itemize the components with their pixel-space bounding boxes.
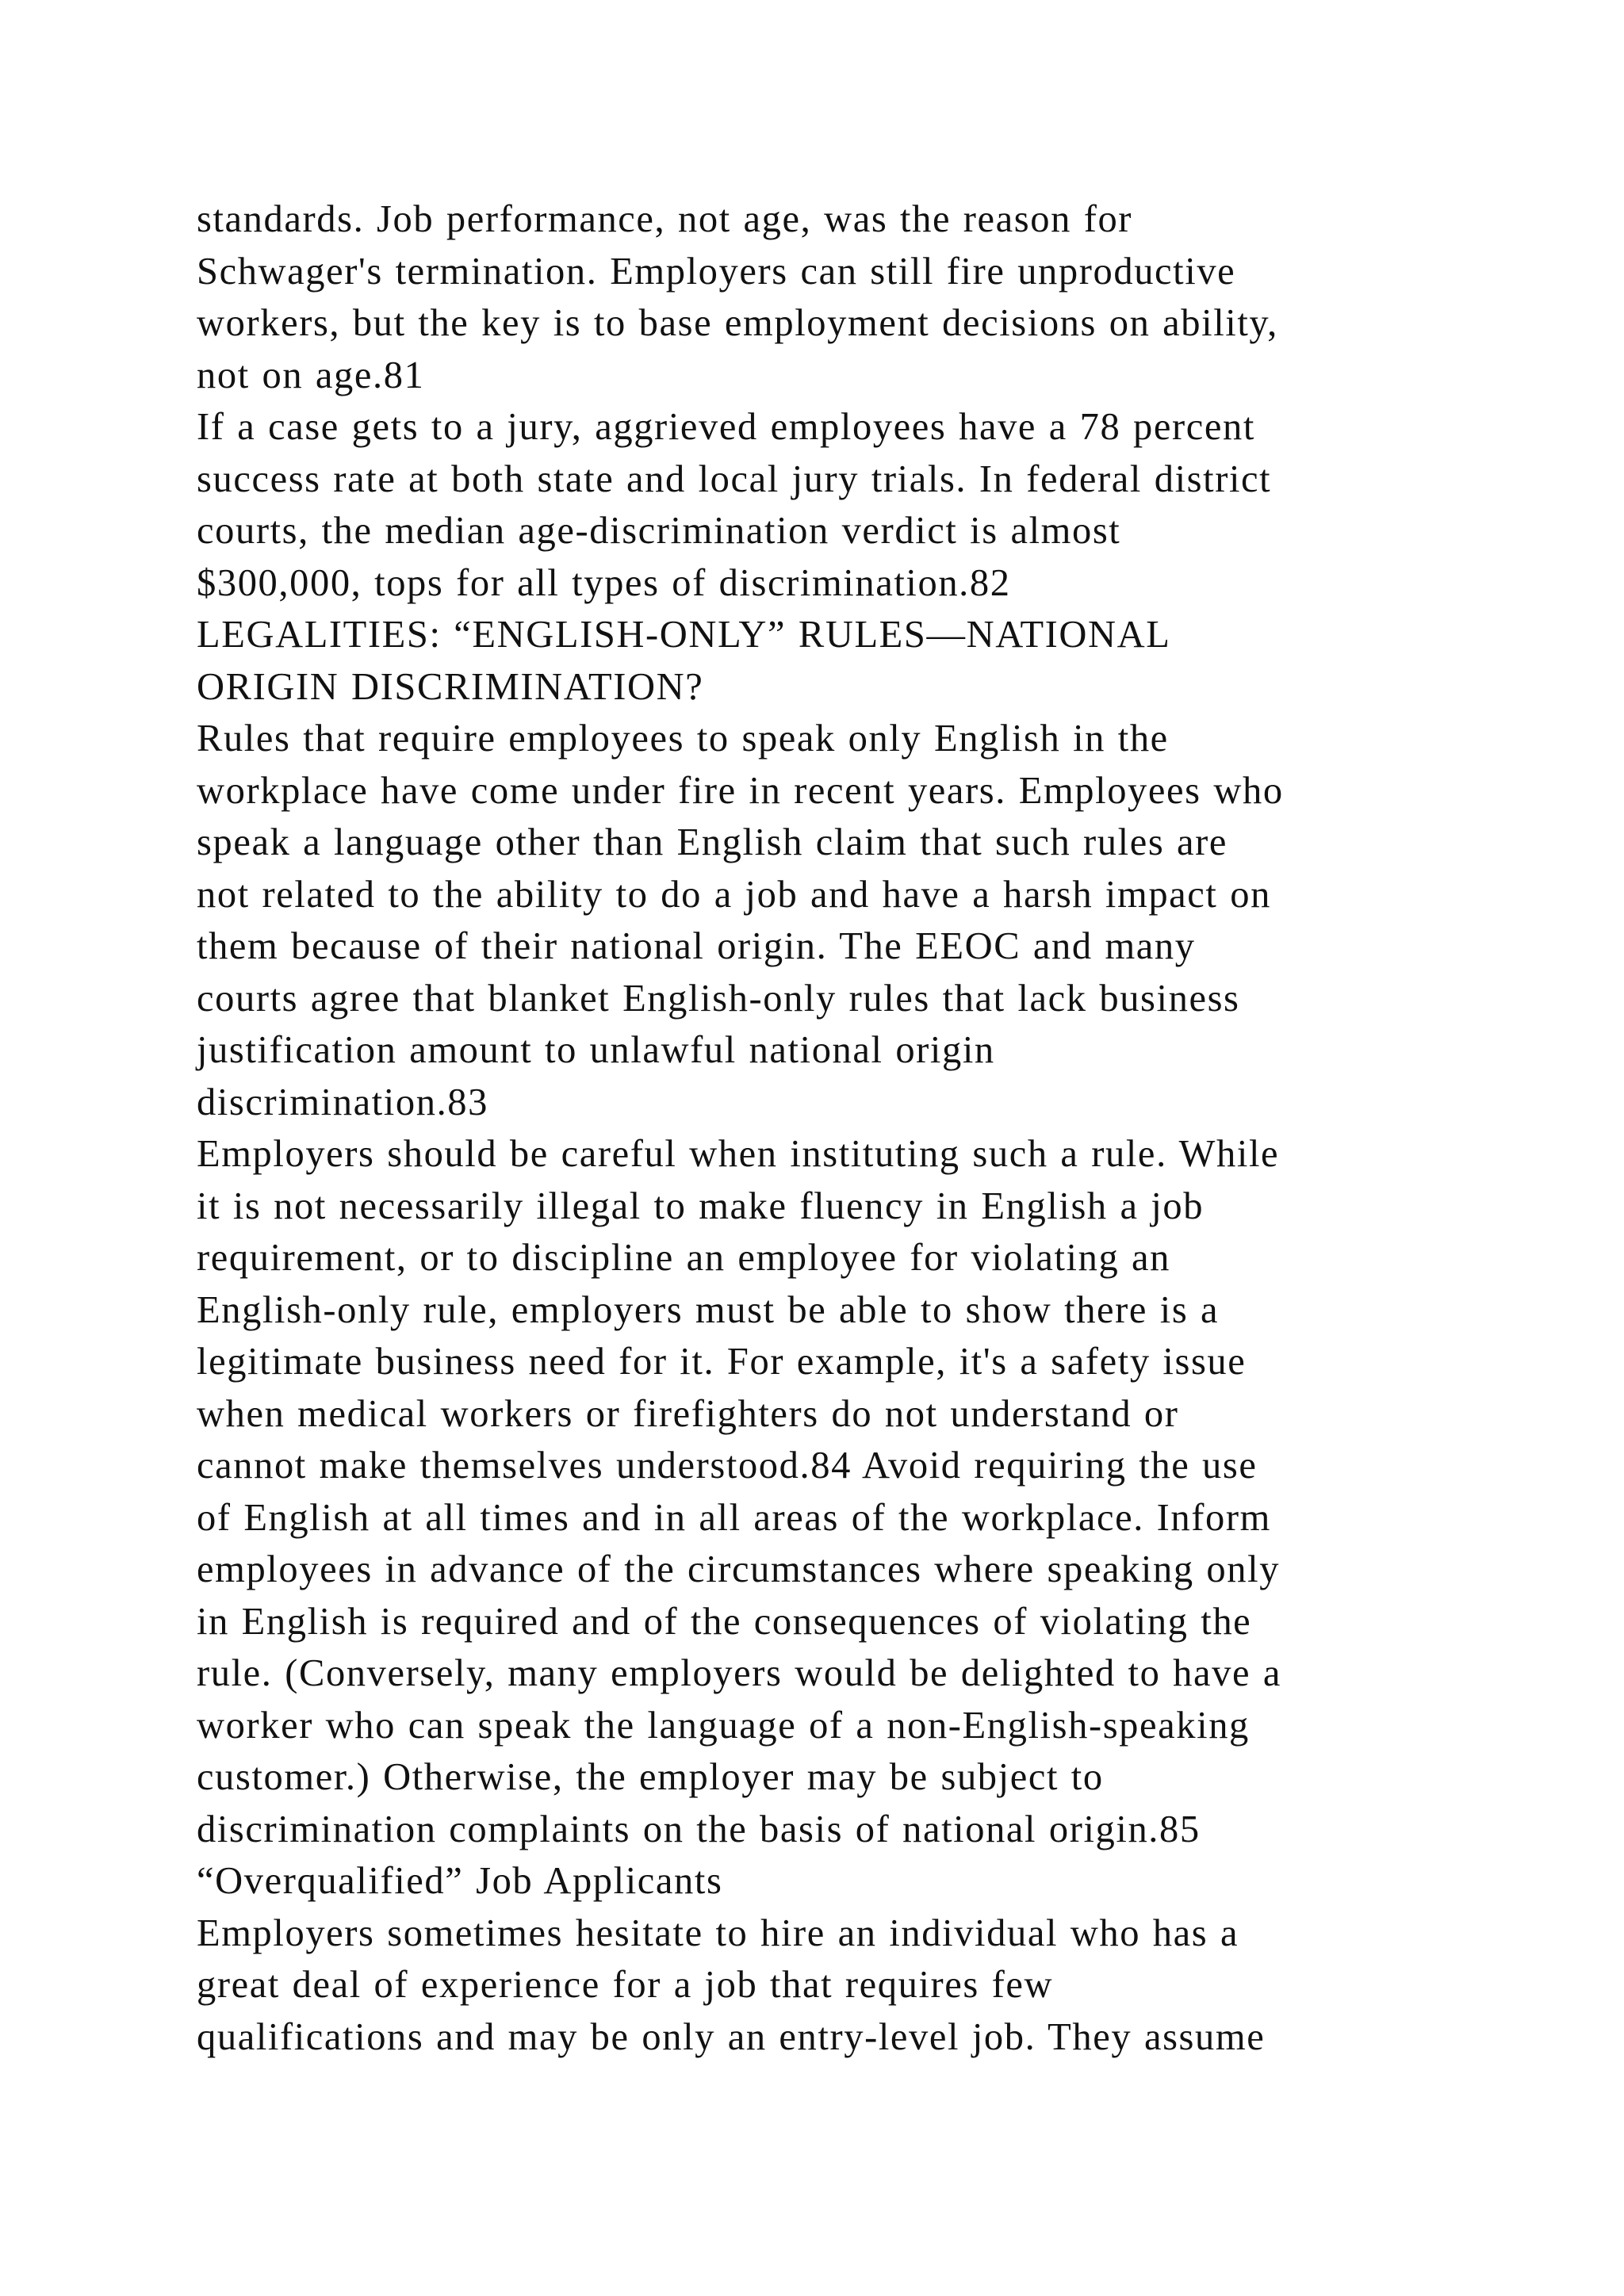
text-line: not related to the ability to do a job and have a harsh impact on bbox=[197, 873, 1271, 916]
text-line: it is not necessarily illegal to make fluency in English a job bbox=[197, 1184, 1205, 1227]
text-line: Employers sometimes hesitate to hire an individual who has a bbox=[197, 1911, 1239, 1954]
text-line: justification amount to unlawful national origin bbox=[197, 1029, 995, 1071]
body-text bbox=[197, 193, 1481, 2063]
text-line: not on age.81 bbox=[197, 354, 425, 396]
text-line: workers, but the key is to base employment decisions on ability, bbox=[197, 302, 1278, 344]
text-line: discrimination.83 bbox=[197, 1081, 489, 1123]
text-line: great deal of experience for a job that requires few bbox=[197, 1964, 1054, 2006]
section-heading-line: LEGALITIES: “ENGLISH-ONLY” RULES—NATIONAL bbox=[197, 614, 1171, 656]
text-line: employees in advance of the circumstances where speaking only bbox=[197, 1548, 1281, 1590]
text-line: success rate at both state and local jury trials. In federal district bbox=[197, 457, 1272, 500]
text-line: in English is required and of the consequences of violating the bbox=[197, 1600, 1252, 1643]
text-line: Employers should be careful when instituting such a rule. While bbox=[197, 1133, 1280, 1175]
text-line: If a case gets to a jury, aggrieved employees have a 78 percent bbox=[197, 406, 1255, 448]
text-line: standards. Job performance, not age, was the reason for bbox=[197, 198, 1133, 240]
text-line: when medical workers or firefighters do not understand or bbox=[197, 1392, 1179, 1435]
subsection-heading-line: “Overqualified” Job Applicants bbox=[197, 1860, 723, 1902]
text-line: courts, the median age-discrimination verdict is almost bbox=[197, 510, 1121, 552]
text-line: qualifications and may be only an entry-level job. They assume bbox=[197, 2015, 1266, 2058]
section-heading-line: ORIGIN DISCRIMINATION? bbox=[197, 665, 704, 708]
text-line: customer.) Otherwise, the employer may be subject to bbox=[197, 1756, 1104, 1798]
text-line: $300,000, tops for all types of discrimination.82 bbox=[197, 561, 1011, 604]
text-line: speak a language other than English claim that such rules are bbox=[197, 821, 1228, 863]
text-line: requirement, or to discipline an employee for violating an bbox=[197, 1237, 1170, 1279]
text-line: legitimate business need for it. For example, it's a safety issue bbox=[197, 1341, 1247, 1383]
text-line: them because of their national origin. The EEOC and many bbox=[197, 925, 1196, 967]
text-line: discrimination complaints on the basis of national origin.85 bbox=[197, 1808, 1201, 1850]
text-line: rule. (Conversely, many employers would be delighted to have a bbox=[197, 1652, 1281, 1694]
text-line: of English at all times and in all areas of the workplace. Inform bbox=[197, 1496, 1271, 1539]
text-line: courts agree that blanket English-only rules that lack business bbox=[197, 977, 1240, 1020]
text-line: workplace have come under fire in recent years. Employees who bbox=[197, 769, 1284, 812]
text-line: Rules that require employees to speak only English in the bbox=[197, 718, 1169, 760]
text-line: worker who can speak the language of a non-English-speaking bbox=[197, 1704, 1250, 1747]
text-line: cannot make themselves understood.84 Avoid requiring the use bbox=[197, 1445, 1258, 1487]
text-line: Schwager's termination. Employers can still fire unproductive bbox=[197, 250, 1236, 293]
text-line: English-only rule, employers must be able to show there is a bbox=[197, 1288, 1220, 1331]
